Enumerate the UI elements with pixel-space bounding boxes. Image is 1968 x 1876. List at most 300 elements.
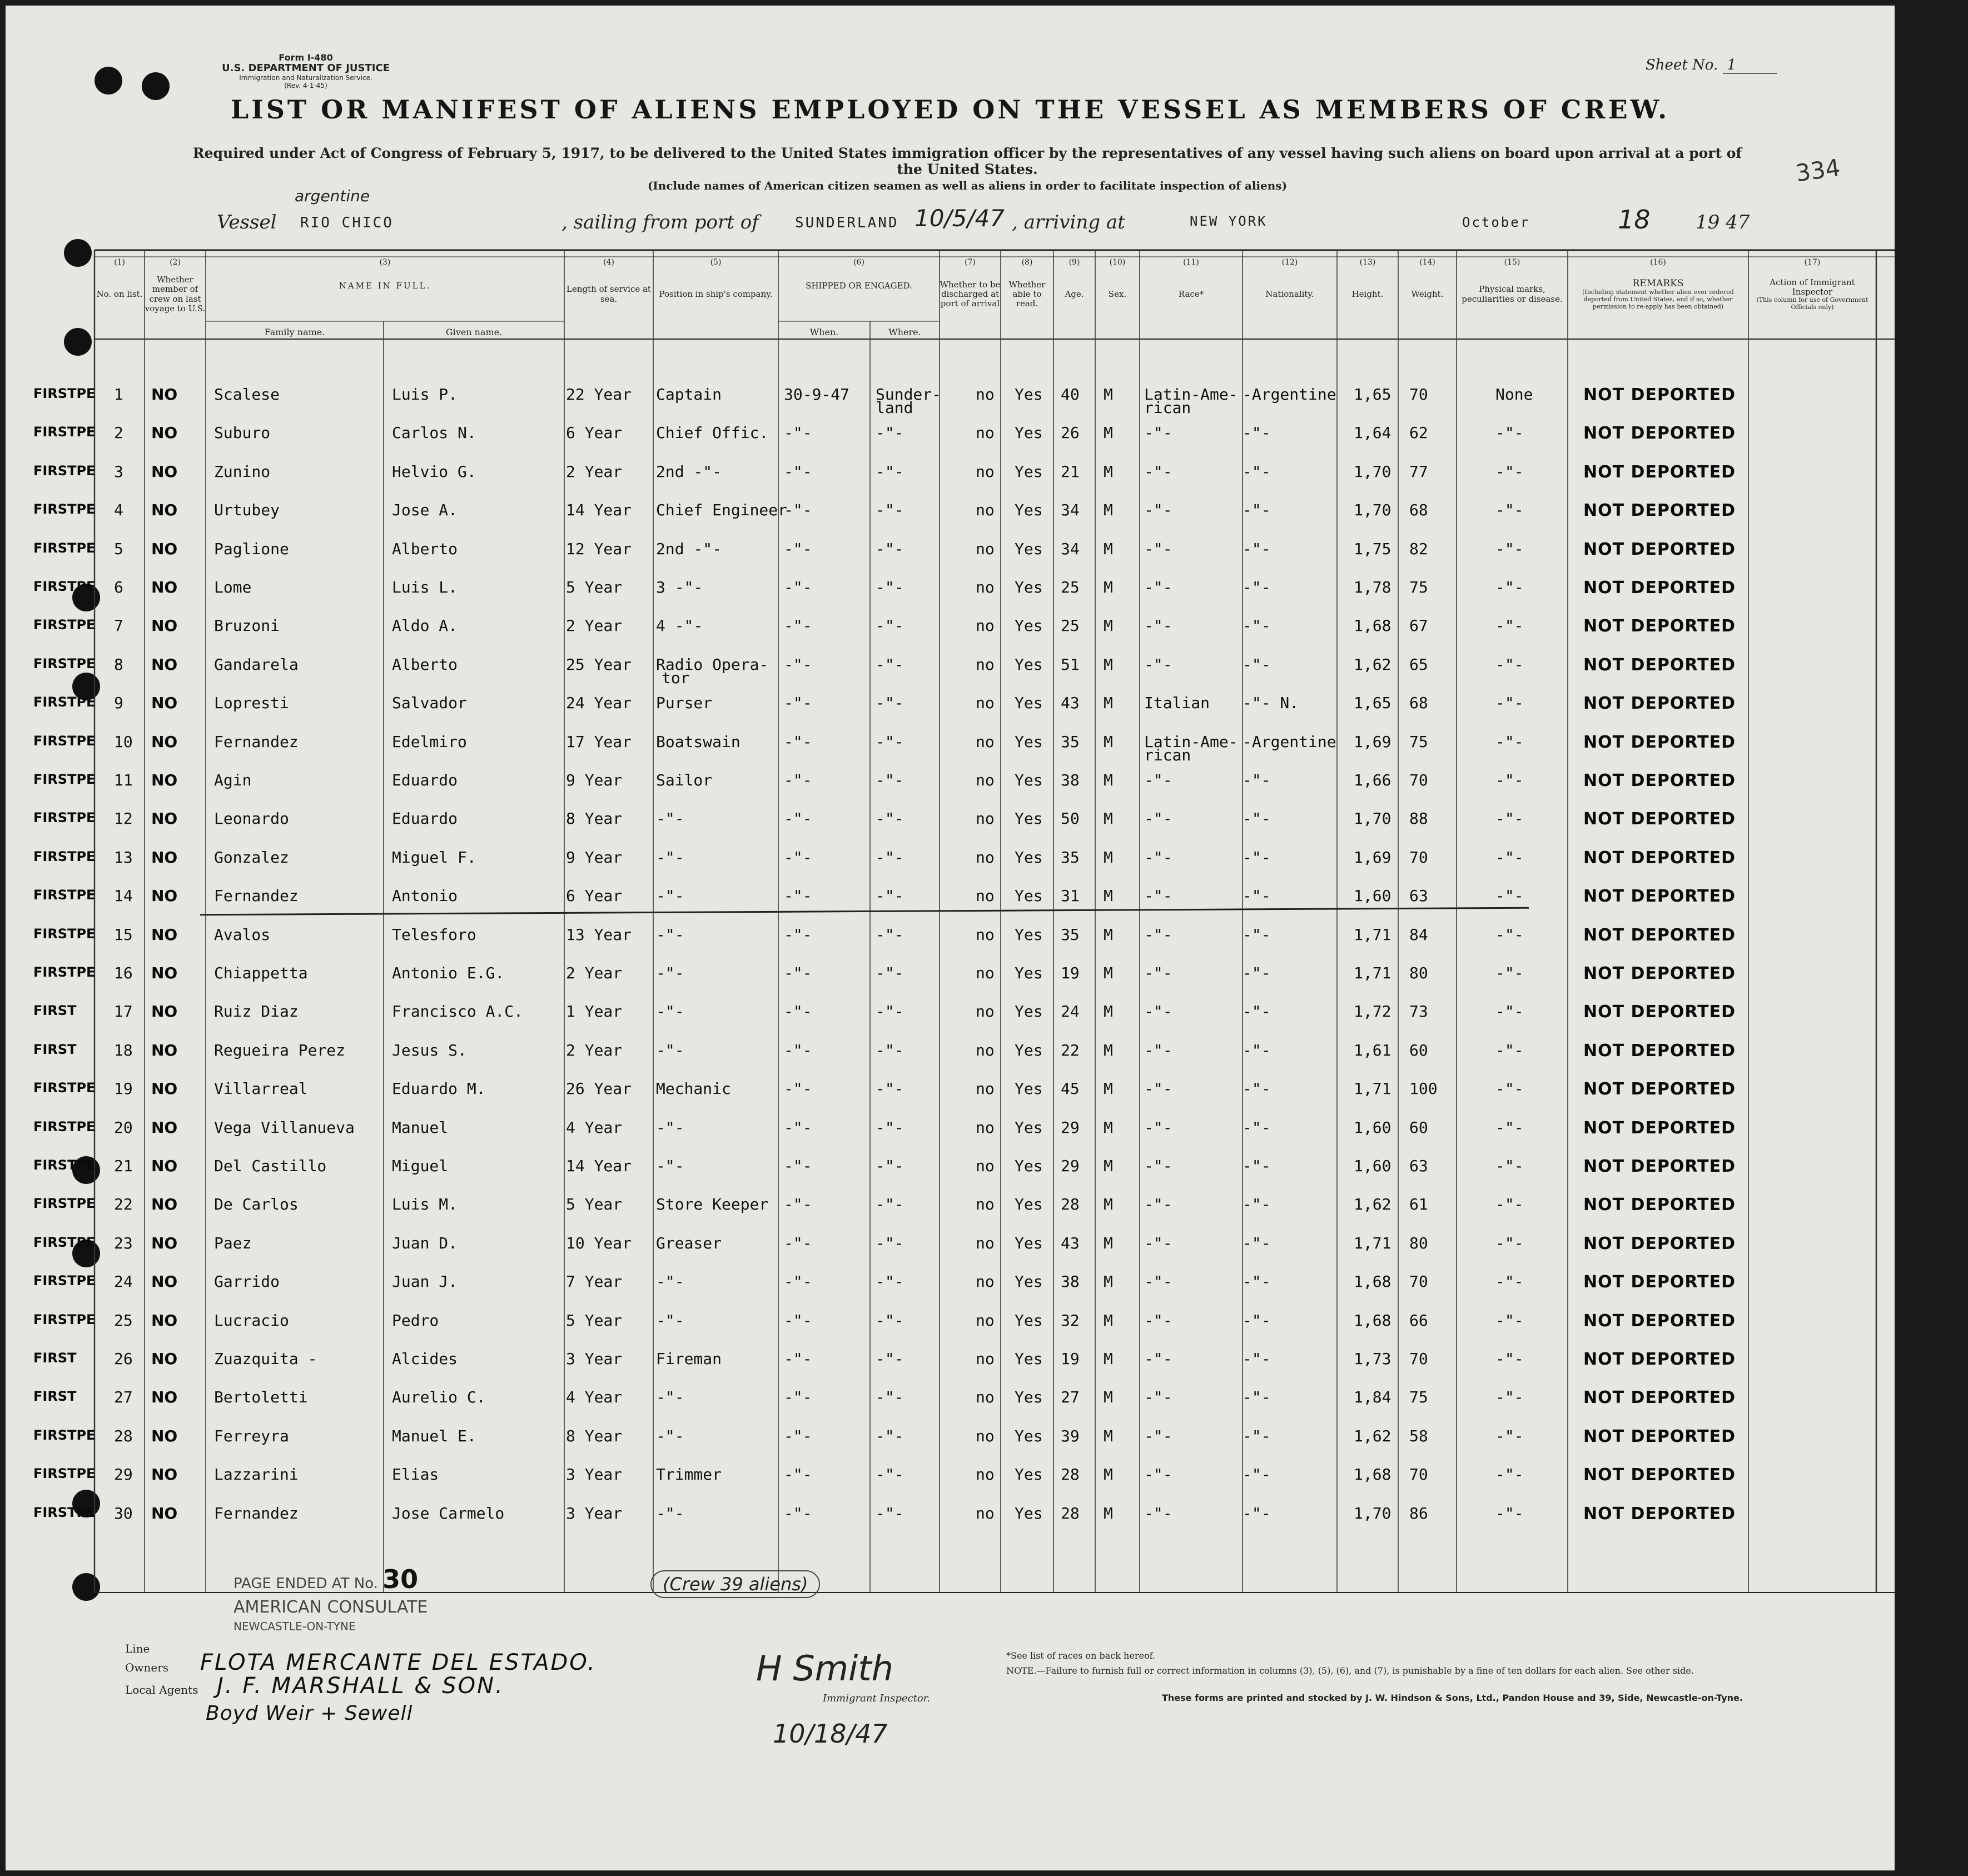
row-shipped-where: -"- <box>876 1002 904 1021</box>
row-mark: FIRSTPE <box>33 964 96 980</box>
sheet-number-field <box>1646 57 1777 74</box>
row-service-length: 2 Year <box>566 616 623 635</box>
row-remarks: NOT DEPORTED <box>1583 1041 1736 1061</box>
row-remarks: NOT DEPORTED <box>1583 1118 1736 1138</box>
row-physical-marks: -"- <box>1495 1311 1524 1330</box>
row-previous-voyage: NO <box>151 809 178 828</box>
row-position: Purser <box>656 694 713 713</box>
row-weight: 82 <box>1409 539 1428 558</box>
row-height: 1,61 <box>1354 1041 1391 1059</box>
row-given-name: Pedro <box>392 1311 439 1330</box>
row-discharged: no <box>976 501 995 520</box>
form-identification <box>189 53 423 90</box>
row-sex: M <box>1104 501 1113 520</box>
row-mark: FIRSTPE <box>33 1157 96 1173</box>
table-row <box>6 773 1895 810</box>
row-sex: M <box>1104 1350 1113 1368</box>
row-service-length: 7 Year <box>566 1272 623 1291</box>
row-physical-marks: -"- <box>1495 925 1524 944</box>
column-header-read <box>1001 257 1053 332</box>
row-given-name: Francisco A.C. <box>392 1002 524 1021</box>
row-sex: M <box>1104 1079 1113 1098</box>
row-age: 51 <box>1061 655 1080 674</box>
row-shipped-where: -"- <box>876 1426 904 1445</box>
row-race: -"- <box>1144 1157 1172 1175</box>
row-nationality: -"- <box>1243 1350 1271 1368</box>
table-row <box>6 464 1895 502</box>
row-previous-voyage: NO <box>151 1195 178 1214</box>
row-position: Sailor <box>656 771 713 789</box>
table-row <box>6 387 1895 425</box>
row-number: 22 <box>114 1195 133 1214</box>
row-able-to-read: Yes <box>1015 385 1043 404</box>
column-label: Race* <box>1178 288 1204 299</box>
row-race: -"- <box>1144 925 1172 944</box>
row-service-length: 4 Year <box>566 1388 623 1407</box>
row-family-name: Regueira Perez <box>214 1041 346 1059</box>
row-service-length: 10 Year <box>566 1233 632 1252</box>
row-shipped-when: -"- <box>784 578 812 596</box>
row-mark: FIRSTPE <box>33 1118 96 1134</box>
row-family-name: Gandarela <box>214 655 299 674</box>
row-age: 34 <box>1061 501 1080 520</box>
row-physical-marks: -"- <box>1495 887 1524 905</box>
row-service-length: 14 Year <box>566 501 632 520</box>
row-number: 8 <box>114 655 123 674</box>
row-discharged: no <box>976 1041 995 1059</box>
arrival-year: 19 47 <box>1696 211 1750 233</box>
row-physical-marks: -"- <box>1495 1350 1524 1368</box>
row-service-length: 12 Year <box>566 539 632 558</box>
row-height: 1,71 <box>1354 1233 1391 1252</box>
row-shipped-where: -"- <box>876 771 904 789</box>
row-sex: M <box>1104 848 1113 867</box>
row-able-to-read: Yes <box>1015 1272 1043 1291</box>
column-subheader-where: Where. <box>888 327 921 337</box>
row-shipped-when: -"- <box>784 1157 812 1175</box>
row-mark: FIRSTPE <box>33 694 96 710</box>
row-given-name: Luis M. <box>392 1195 458 1214</box>
row-service-length: 14 Year <box>566 1157 632 1175</box>
row-position: 4 -"- <box>656 616 703 635</box>
row-sex: M <box>1104 809 1113 828</box>
column-label: Sex. <box>1108 288 1127 299</box>
row-height: 1,60 <box>1354 1157 1391 1175</box>
row-age: 19 <box>1061 964 1080 982</box>
row-shipped-where: -"- <box>876 578 904 596</box>
row-remarks: NOT DEPORTED <box>1583 578 1736 598</box>
row-family-name: De Carlos <box>214 1195 299 1214</box>
row-nationality: -"- <box>1243 616 1271 635</box>
row-shipped-when: -"- <box>784 771 812 789</box>
column-label: REMARKS <box>1632 277 1684 289</box>
row-family-name: Lopresti <box>214 694 289 713</box>
row-service-length: 17 Year <box>566 732 632 751</box>
row-service-length: 5 Year <box>566 578 623 596</box>
row-discharged: no <box>976 694 995 713</box>
row-height: 1,62 <box>1354 1195 1391 1214</box>
row-discharged: no <box>976 848 995 867</box>
table-row <box>6 1390 1895 1427</box>
agents-label: Local Agents <box>125 1683 198 1696</box>
row-race: -"- <box>1144 1272 1172 1291</box>
row-race: Italian <box>1144 694 1210 713</box>
row-mark: FIRSTPE <box>33 540 96 556</box>
row-age: 45 <box>1061 1079 1080 1098</box>
table-row <box>6 1467 1895 1505</box>
row-family-name: Bertoletti <box>214 1388 308 1407</box>
row-previous-voyage: NO <box>151 1350 178 1368</box>
row-given-name: Juan D. <box>392 1233 458 1252</box>
column-header-sex <box>1095 257 1140 332</box>
row-service-length: 22 Year <box>566 385 632 404</box>
row-number: 25 <box>114 1311 133 1330</box>
row-physical-marks: -"- <box>1495 462 1524 481</box>
column-header-service <box>564 257 653 332</box>
row-family-name: Lazzarini <box>214 1465 299 1484</box>
column-number: (7) <box>965 258 976 267</box>
row-nationality: -"- <box>1243 925 1271 944</box>
row-age: 43 <box>1061 694 1080 713</box>
row-height: 1,62 <box>1354 1426 1391 1445</box>
row-shipped-when: -"- <box>784 1504 812 1522</box>
row-given-name: Jose A. <box>392 501 458 520</box>
page-title: LIST OR MANIFEST OF ALIENS EMPLOYED ON THE VESSEL AS MEMBERS OF CREW. <box>230 94 1670 125</box>
stamp-line-2: AMERICAN CONSULATE <box>233 1598 428 1618</box>
row-age: 35 <box>1061 925 1080 944</box>
column-label: Whether member of crew on last voyage to U.S. <box>145 275 206 314</box>
row-weight: 80 <box>1409 964 1428 982</box>
row-given-name: Elias <box>392 1465 439 1484</box>
row-number: 4 <box>114 501 123 520</box>
row-height: 1,70 <box>1354 1504 1391 1522</box>
row-weight: 75 <box>1409 578 1428 596</box>
row-family-name: Avalos <box>214 925 271 944</box>
row-able-to-read: Yes <box>1015 848 1043 867</box>
row-nationality: -"- <box>1243 1504 1271 1522</box>
row-position: -"- <box>656 887 684 905</box>
row-previous-voyage: NO <box>151 964 178 982</box>
row-physical-marks: -"- <box>1495 732 1524 751</box>
row-mark: FIRSTPE <box>33 887 96 903</box>
column-number: (3) <box>379 258 391 267</box>
row-weight: 100 <box>1409 1079 1438 1098</box>
row-able-to-read: Yes <box>1015 771 1043 789</box>
row-nationality: -"- <box>1243 501 1271 520</box>
row-service-length: 26 Year <box>566 1079 632 1098</box>
row-age: 28 <box>1061 1195 1080 1214</box>
column-header-action <box>1748 257 1876 332</box>
row-nationality: -"- <box>1243 578 1271 596</box>
table-row <box>6 966 1895 1003</box>
row-previous-voyage: NO <box>151 1311 178 1330</box>
column-label: SHIPPED OR ENGAGED. <box>806 280 912 291</box>
row-weight: 84 <box>1409 925 1428 944</box>
row-height: 1,68 <box>1354 1465 1391 1484</box>
row-weight: 60 <box>1409 1041 1428 1059</box>
row-given-name: Antonio E.G. <box>392 964 505 982</box>
row-shipped-when: -"- <box>784 462 812 481</box>
row-able-to-read: Yes <box>1015 732 1043 751</box>
row-shipped-when: -"- <box>784 616 812 635</box>
row-mark: FIRSTPE <box>33 424 96 440</box>
row-service-length: 3 Year <box>566 1465 623 1484</box>
row-number: 20 <box>114 1118 133 1137</box>
row-shipped-where: -"- <box>876 809 904 828</box>
row-shipped-where: -"- <box>876 1388 904 1407</box>
department: U.S. DEPARTMENT OF JUSTICE <box>221 62 390 74</box>
row-age: 27 <box>1061 1388 1080 1407</box>
stamp-number: 30 <box>382 1564 419 1594</box>
row-discharged: no <box>976 1079 995 1098</box>
row-given-name: Jesus S. <box>392 1041 467 1059</box>
column-number: (13) <box>1359 258 1376 267</box>
row-race: -"- <box>1144 887 1172 905</box>
row-given-name: Luis L. <box>392 578 458 596</box>
row-discharged: no <box>976 925 995 944</box>
column-subheader-when: When. <box>809 327 839 337</box>
row-position: Store Keeper <box>656 1195 769 1214</box>
form-number: Form I-480 <box>279 52 333 63</box>
row-physical-marks: -"- <box>1495 809 1524 828</box>
row-nationality: -"- <box>1243 1079 1271 1098</box>
row-race: -"- <box>1144 1311 1172 1330</box>
row-discharged: no <box>976 1233 995 1252</box>
column-subheader-family: Family name. <box>264 327 325 337</box>
row-given-name: Antonio <box>392 887 458 905</box>
row-age: 25 <box>1061 616 1080 635</box>
row-race: -"- <box>1144 964 1172 982</box>
row-height: 1,66 <box>1354 771 1391 789</box>
row-race: -"- <box>1144 771 1172 789</box>
row-discharged: no <box>976 771 995 789</box>
sailing-port: SUNDERLAND <box>795 215 899 231</box>
row-family-name: Vega Villanueva <box>214 1118 355 1137</box>
row-nationality: -"- <box>1243 1195 1271 1214</box>
row-race: -"- <box>1144 809 1172 828</box>
row-height: 1,69 <box>1354 732 1391 751</box>
row-remarks: NOT DEPORTED <box>1583 925 1736 945</box>
column-label: Position in ship's company. <box>659 288 773 299</box>
row-weight: 63 <box>1409 887 1428 905</box>
service: Immigration and Naturalization Service. <box>239 74 372 82</box>
row-given-name: Manuel <box>392 1118 449 1137</box>
row-number: 18 <box>114 1041 133 1059</box>
row-previous-voyage: NO <box>151 925 178 944</box>
row-weight: 60 <box>1409 1118 1428 1137</box>
row-remarks: NOT DEPORTED <box>1583 1002 1736 1022</box>
row-position: 2nd -"- <box>656 462 722 481</box>
row-shipped-where: -"- <box>876 1311 904 1330</box>
row-family-name: Scalese <box>214 385 280 404</box>
punch-hole <box>64 328 92 356</box>
row-family-name: Ferreyra <box>214 1426 289 1445</box>
row-family-name: Chiappetta <box>214 964 308 982</box>
row-discharged: no <box>976 1426 995 1445</box>
table-row <box>6 850 1895 888</box>
row-discharged: no <box>976 809 995 828</box>
row-remarks: NOT DEPORTED <box>1583 1465 1736 1485</box>
row-number: 5 <box>114 539 123 558</box>
row-nationality: -Argentine <box>1243 732 1336 751</box>
row-race: -"- <box>1144 616 1172 635</box>
row-discharged: no <box>976 385 995 404</box>
column-number: (11) <box>1183 258 1199 267</box>
row-number: 15 <box>114 925 133 944</box>
row-able-to-read: Yes <box>1015 501 1043 520</box>
row-shipped-where: -"- <box>876 964 904 982</box>
row-service-length: 9 Year <box>566 771 623 789</box>
row-number: 27 <box>114 1388 133 1407</box>
row-nationality: -"- <box>1243 771 1271 789</box>
row-remarks: NOT DEPORTED <box>1583 732 1736 752</box>
row-shipped-where: -"- <box>876 1465 904 1484</box>
row-previous-voyage: NO <box>151 1272 178 1291</box>
row-shipped-where: -"- <box>876 462 904 481</box>
sheet-label: Sheet No. <box>1646 57 1718 73</box>
row-able-to-read: Yes <box>1015 578 1043 596</box>
row-remarks: NOT DEPORTED <box>1583 1195 1736 1215</box>
row-shipped-where: -"- <box>876 732 904 751</box>
row-shipped-where: -"- <box>876 1157 904 1175</box>
inspector-signature: H Smith <box>756 1648 893 1689</box>
row-weight: 62 <box>1409 424 1428 442</box>
row-age: 35 <box>1061 732 1080 751</box>
row-weight: 70 <box>1409 1465 1428 1484</box>
row-height: 1,68 <box>1354 1311 1391 1330</box>
column-label: Nationality. <box>1265 288 1314 299</box>
row-age: 29 <box>1061 1118 1080 1137</box>
row-discharged: no <box>976 1350 995 1368</box>
row-age: 19 <box>1061 1350 1080 1368</box>
row-race: -"- <box>1144 1426 1172 1445</box>
vessel-label: Vessel <box>217 211 277 233</box>
arrival-port: NEW YORK <box>1190 213 1268 229</box>
row-family-name: Fernandez <box>214 1504 299 1522</box>
row-remarks: NOT DEPORTED <box>1583 501 1736 521</box>
table-row <box>6 1197 1895 1235</box>
row-remarks: NOT DEPORTED <box>1583 1388 1736 1408</box>
row-weight: 77 <box>1409 462 1428 481</box>
row-shipped-when: -"- <box>784 1233 812 1252</box>
row-physical-marks: None <box>1495 385 1533 404</box>
row-shipped-when: -"- <box>784 1272 812 1291</box>
row-shipped-where: -"- <box>876 501 904 520</box>
row-sex: M <box>1104 1157 1113 1175</box>
row-previous-voyage: NO <box>151 501 178 520</box>
row-sex: M <box>1104 925 1113 944</box>
row-able-to-read: Yes <box>1015 462 1043 481</box>
row-shipped-when: -"- <box>784 1002 812 1021</box>
row-shipped-where: -"- <box>876 1350 904 1368</box>
row-sex: M <box>1104 1504 1113 1522</box>
row-race: Latin-Ame- <box>1144 385 1238 404</box>
arriving-label: , arriving at <box>1012 211 1125 233</box>
sailing-date: 10/5/47 <box>915 205 1005 232</box>
row-shipped-when: -"- <box>784 1388 812 1407</box>
row-weight: 86 <box>1409 1504 1428 1522</box>
row-shipped-when: -"- <box>784 809 812 828</box>
row-previous-voyage: NO <box>151 1157 178 1175</box>
row-physical-marks: -"- <box>1495 1079 1524 1098</box>
row-mark: FIRSTPE <box>33 386 96 401</box>
row-previous-voyage: NO <box>151 1002 178 1021</box>
row-able-to-read: Yes <box>1015 694 1043 713</box>
row-position: -"- <box>656 1118 684 1137</box>
row-age: 38 <box>1061 771 1080 789</box>
row-sex: M <box>1104 694 1113 713</box>
column-number: (4) <box>603 258 614 267</box>
row-discharged: no <box>976 1157 995 1175</box>
row-number: 12 <box>114 809 133 828</box>
row-height: 1,69 <box>1354 848 1391 867</box>
row-previous-voyage: NO <box>151 385 178 404</box>
row-weight: 67 <box>1409 616 1428 635</box>
row-able-to-read: Yes <box>1015 1195 1043 1214</box>
row-discharged: no <box>976 1002 995 1021</box>
row-position: -"- <box>656 1388 684 1407</box>
row-number: 16 <box>114 964 133 982</box>
row-shipped-when: -"- <box>784 887 812 905</box>
row-family-name: Zuazquita - <box>214 1350 317 1368</box>
row-weight: 88 <box>1409 809 1428 828</box>
row-physical-marks: -"- <box>1495 1195 1524 1214</box>
row-race: -"- <box>1144 1002 1172 1021</box>
table-row <box>6 927 1895 965</box>
row-weight: 70 <box>1409 1272 1428 1291</box>
row-physical-marks: -"- <box>1495 1426 1524 1445</box>
row-family-name: Del Castillo <box>214 1157 327 1175</box>
row-height: 1,84 <box>1354 1388 1391 1407</box>
row-service-length: 6 Year <box>566 887 623 905</box>
row-position: Trimmer <box>656 1465 722 1484</box>
row-physical-marks: -"- <box>1495 1118 1524 1137</box>
row-sex: M <box>1104 1388 1113 1407</box>
row-race: -"- <box>1144 1388 1172 1407</box>
row-position: -"- <box>656 925 684 944</box>
row-height: 1,70 <box>1354 462 1391 481</box>
row-family-name: Bruzoni <box>214 616 280 635</box>
row-discharged: no <box>976 539 995 558</box>
consulate-stamp <box>233 1562 428 1634</box>
row-remarks: NOT DEPORTED <box>1583 964 1736 983</box>
row-given-name: Alberto <box>392 655 458 674</box>
row-sex: M <box>1104 1272 1113 1291</box>
row-number: 30 <box>114 1504 133 1522</box>
row-remarks: NOT DEPORTED <box>1583 887 1736 907</box>
row-service-length: 2 Year <box>566 462 623 481</box>
column-number: (15) <box>1504 258 1520 267</box>
row-age: 25 <box>1061 578 1080 596</box>
row-age: 32 <box>1061 1311 1080 1330</box>
row-age: 50 <box>1061 809 1080 828</box>
row-family-name: Garrido <box>214 1272 280 1291</box>
row-race: -"- <box>1144 1118 1172 1137</box>
row-weight: 58 <box>1409 1426 1428 1445</box>
table-row <box>6 1043 1895 1081</box>
row-number: 6 <box>114 578 123 596</box>
row-discharged: no <box>976 1388 995 1407</box>
row-given-name: Miguel F. <box>392 848 476 867</box>
row-physical-marks: -"- <box>1495 1002 1524 1021</box>
column-header-height <box>1337 257 1398 332</box>
row-given-name: Telesforo <box>392 925 476 944</box>
row-nationality: -"- <box>1243 1157 1271 1175</box>
row-shipped-when: -"- <box>784 501 812 520</box>
row-weight: 70 <box>1409 385 1428 404</box>
row-shipped-when: -"- <box>784 848 812 867</box>
row-shipped-where: -"- <box>876 694 904 713</box>
